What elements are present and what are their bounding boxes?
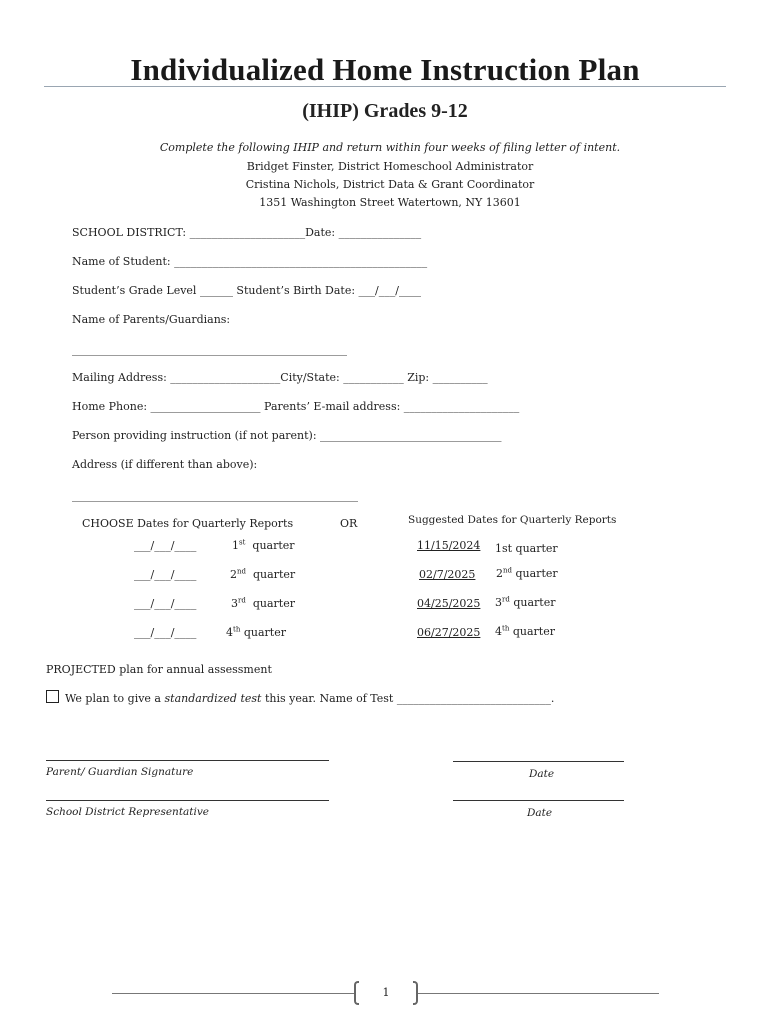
- district-rep-signature-line[interactable]: [46, 800, 329, 801]
- suggested-dates-header: Suggested Dates for Quarterly Reports: [408, 514, 617, 526]
- district-rep-label: School District Representative: [46, 806, 210, 818]
- district-address: 1351 Washington Street Watertown, NY 13601: [259, 196, 521, 209]
- date-line-1[interactable]: [453, 761, 624, 762]
- quarter-4-label: 4th quarter: [226, 625, 286, 639]
- parent-signature-line[interactable]: [46, 760, 329, 761]
- quarter-1-label: 1st quarter: [232, 538, 295, 552]
- quarter-3-date-blank[interactable]: ___/___/____: [134, 597, 197, 610]
- mailing-address-field[interactable]: Mailing Address: ____________________City/State: ___________ Zip: __________: [72, 371, 488, 384]
- parent-signature-label: Parent/ Guardian Signature: [46, 766, 194, 778]
- date-label-2: Date: [527, 807, 553, 819]
- quarter-4-date-blank[interactable]: ___/___/____: [134, 626, 197, 639]
- quarter-2-label: 2nd quarter: [230, 567, 296, 581]
- date-line-2[interactable]: [453, 800, 624, 801]
- footer-rule-left: [112, 993, 354, 994]
- contact-coordinator: Cristina Nichols, District Data & Grant Coordinator: [245, 178, 535, 191]
- contact-administrator: Bridget Finster, District Homeschool Administrator: [246, 160, 534, 173]
- quarter-3-suggested-label: 3rd quarter: [495, 595, 556, 609]
- phone-email-field[interactable]: Home Phone: ____________________ Parents’ E-mail address: _____________________: [72, 400, 520, 413]
- date-label-1: Date: [529, 768, 555, 780]
- quarter-1-suggested-date: 11/15/2024: [417, 539, 481, 552]
- school-district-field[interactable]: SCHOOL DISTRICT: _____________________Date: _______________: [72, 226, 422, 239]
- assessment-label: PROJECTED plan for annual assessment: [46, 663, 272, 676]
- parents-field[interactable]: __________________________________________________: [72, 343, 347, 356]
- quarter-2-suggested-label: 2nd quarter: [496, 566, 558, 580]
- page-title: Individualized Home Instruction Plan: [130, 52, 640, 87]
- page-subtitle: (IHIP) Grades 9-12: [302, 100, 468, 122]
- alt-address-field[interactable]: ____________________________________________________: [72, 489, 358, 502]
- quarter-1-suggested-label: 1st quarter: [495, 542, 558, 555]
- quarter-4-suggested-label: 4th quarter: [495, 624, 555, 638]
- footer-rule-right: [418, 993, 659, 994]
- quarter-2-suggested-date: 02/7/2025: [419, 568, 476, 581]
- standardized-test-text: We plan to give a standardized test this year. Name of Test ____________________________.: [65, 692, 555, 705]
- choose-dates-header: CHOOSE Dates for Quarterly Reports: [82, 517, 294, 530]
- quarter-3-label: 3rd quarter: [231, 596, 295, 610]
- quarter-4-suggested-date: 06/27/2025: [417, 626, 481, 639]
- left-brace-icon: [354, 981, 359, 1005]
- instructor-field[interactable]: Person providing instruction (if not parent): _________________________________: [72, 429, 502, 442]
- page-number: 1: [382, 986, 390, 999]
- parents-label: Name of Parents/Guardians:: [72, 313, 231, 326]
- alt-address-label: Address (if different than above):: [72, 458, 258, 471]
- quarter-3-suggested-date: 04/25/2025: [417, 597, 481, 610]
- standardized-test-checkbox[interactable]: [46, 690, 59, 703]
- instruction-text: Complete the following IHIP and return within four weeks of filing letter of intent.: [159, 141, 621, 154]
- grade-birth-field[interactable]: Student’s Grade Level ______ Student’s Birth Date: ___/___/____: [72, 284, 421, 297]
- quarter-2-date-blank[interactable]: ___/___/____: [134, 568, 197, 581]
- quarter-1-date-blank[interactable]: ___/___/____: [134, 539, 197, 552]
- title-divider: [44, 86, 726, 87]
- student-name-field[interactable]: Name of Student: ______________________________________________: [72, 255, 428, 268]
- or-label: OR: [340, 517, 358, 530]
